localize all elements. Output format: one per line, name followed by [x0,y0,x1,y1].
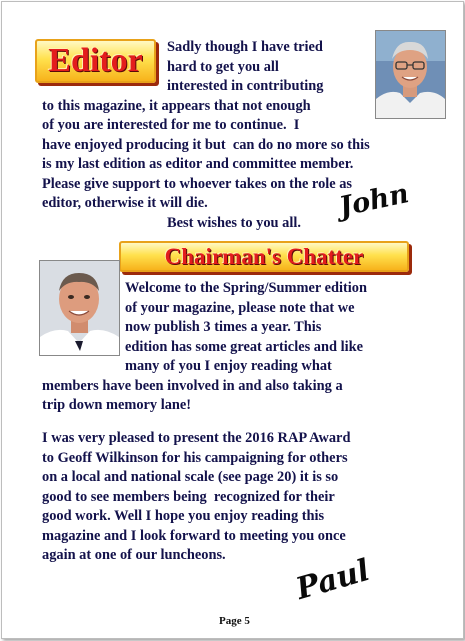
chairman-para2-line-6: magazine and I look forward to meeting you once [42,528,346,544]
chairman-signature: Paul [292,552,374,607]
chairman-intro-line-6: members have been involved in and also taking a [42,378,343,394]
chairman-intro-line-1: Welcome to the Spring/Summer edition [125,280,367,296]
editor-line-3: interested in contributing [167,78,324,94]
editor-line-4: to this magazine, it appears that not enough [42,98,311,114]
chairman-intro-line-2: of your magazine, please note that we [125,300,355,316]
chairman-intro-line-5: many of you I enjoy reading what [125,358,332,374]
editor-line-5: of you are interested for me to continue. I [42,117,300,133]
chairman-para2-line-3: on a local and national scale (see page 20) it is so [42,469,339,485]
chairman-para2-line-1: I was very pleased to present the 2016 RAP Award [42,430,351,446]
chairman-heading: Chairman's Chatter [119,241,409,272]
editor-heading: Editor [35,39,156,83]
editor-sign-off: Best wishes to you all. [167,215,301,231]
editor-line-7: is my last edition as editor and committee member. [42,156,354,172]
editor-line-6: have enjoyed producing it but can do no more so this [42,137,370,153]
chairman-portrait-photo [39,260,120,356]
chairman-intro-line-7: trip down memory lane! [42,397,192,413]
magazine-page [1,1,464,639]
chairman-para2-line-4: good to see members being recognized for their [42,489,335,505]
page-number: Page 5 [219,615,250,627]
chairman-para2-line-7: again at one of our luncheons. [42,547,226,563]
editor-line-2: hard to get you all [167,59,279,75]
editor-line-9: editor, otherwise it will die. [42,195,208,211]
editor-portrait-photo [375,30,446,119]
chairman-intro-line-3: now publish 3 times a year. This [125,319,322,335]
chairman-intro-line-4: edition has some great articles and like [125,339,363,355]
chairman-para2-line-2: to Geoff Wilkinson for his campaigning for others [42,450,348,466]
editor-signature: John [336,178,412,223]
chairman-para2-line-5: good work. Well I hope you enjoy reading this [42,508,325,524]
editor-line-1: Sadly though I have tried [167,39,323,55]
editor-line-8: Please give support to whoever takes on the role as [42,176,353,192]
